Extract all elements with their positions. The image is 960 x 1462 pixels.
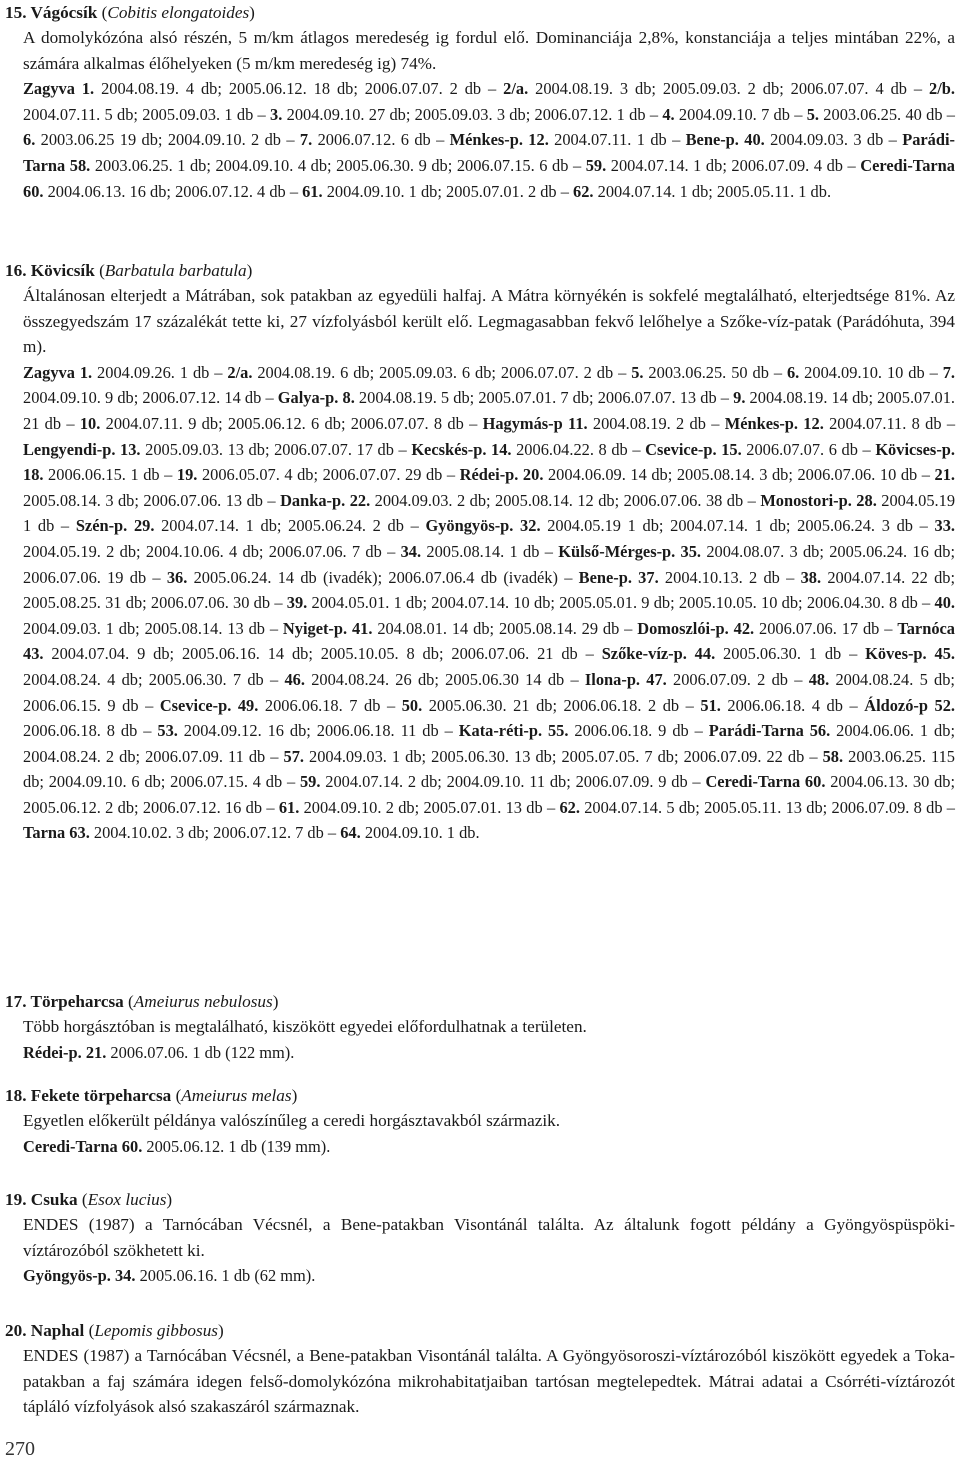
record-text: 2004.06.09. 14 db; 2005.08.14. 3 db; 2006.07.06. 10 db –: [543, 465, 935, 485]
record-text: 2004.09.10. 27 db; 2005.09.03. 3 db; 2006.07.12. 1 db –: [282, 104, 663, 124]
record-text: 2004.05.01. 1 db; 2004.07.14. 10 db; 2005.05.01. 9 db; 2005.10.05. 10 db; 2006.04.30. 8 db –: [307, 593, 935, 613]
site-label: 21.: [934, 465, 956, 485]
paren-close: ): [272, 992, 279, 1011]
species-records: [23, 1040, 955, 1066]
site-label: Nyiget-p. 41.: [282, 618, 373, 638]
site-label: Zagyva 1.: [23, 362, 93, 382]
record-text: 2005.08.14. 3 db; 2006.07.06. 13 db –: [23, 490, 281, 510]
record-text: 2004.05.19 1 db –: [23, 490, 956, 536]
site-label: Parádi-Tarna 56.: [708, 721, 831, 741]
record-text: 2004.09.03. 2 db; 2005.08.14. 12 db; 2006.07.06. 38 db –: [370, 490, 761, 510]
record-text: 2004.09.03. 3 db –: [764, 130, 903, 150]
site-label: Zagyva 1.: [23, 79, 95, 99]
site-label: 2/a.: [503, 79, 529, 99]
record-text: 2004.08.19. 2 db –: [587, 413, 725, 433]
record-text: 2006.07.06. 17 db –: [754, 618, 898, 638]
site-label: 40.: [934, 593, 955, 613]
description-text: Egyetlen előkerült példánya valószínűleg a ceredi horgásztavakból származik.: [23, 1111, 561, 1130]
site-label: 7.: [942, 362, 955, 382]
paren-open: (: [77, 1190, 88, 1209]
site-label: Áldozó-p 52.: [864, 695, 956, 715]
site-label: Domoszlói-p. 42.: [637, 618, 755, 638]
record-text: 2005.06.24. 14 db (ivadék); 2006.07.06.4 db (ivadék) –: [187, 567, 579, 587]
paren-open: (: [171, 1086, 182, 1105]
site-label: Köves-p. 45.: [865, 644, 955, 664]
site-label: Kata-réti-p. 55.: [458, 721, 569, 741]
site-label: 58.: [822, 746, 844, 766]
record-text: 2004.07.11. 5 db; 2005.09.03. 1 db –: [23, 104, 271, 124]
record-text: 2006.07.09. 2 db –: [666, 669, 809, 689]
record-text: 2004.09.10. 9 db; 2006.07.12. 14 db –: [23, 388, 278, 408]
site-label: Kecskés-p. 14.: [411, 439, 512, 459]
latin-name: Ameiurus nebulosus: [133, 992, 273, 1011]
description-text: A domolykózóna alsó részén, 5 m/km átlagos meredeség ig fordul elő. Dominanciája 2,8%, konstanciája a teljes mintában 22%, a számára alkalmas élőhelyeken (5 m/km meredeség ig) 74%.: [23, 28, 955, 73]
species-number: 17.: [5, 992, 27, 1011]
species-heading: [5, 0, 955, 25]
site-label: Lengyendi-p. 13.: [23, 439, 141, 459]
species-number: 15.: [5, 3, 27, 22]
site-label: Tarna 63.: [23, 823, 90, 843]
site-label: 3.: [270, 104, 283, 124]
record-text: 2004.05.19 1 db; 2004.07.14. 1 db; 2005.06.24. 3 db –: [540, 516, 935, 536]
record-text: 2004.08.24. 4 db; 2005.06.30. 7 db –: [23, 669, 285, 689]
species-records: [23, 1263, 955, 1289]
site-label: Rédei-p. 21.: [23, 1042, 107, 1062]
record-text: 2004.09.03. 1 db; 2005.06.30. 13 db; 2005.07.05. 7 db; 2006.07.09. 22 db –: [304, 746, 823, 766]
species-17: [5, 989, 955, 1065]
paren-open: (: [94, 261, 105, 280]
site-label: 2/a.: [227, 362, 253, 382]
site-label: Csevice-p. 15.: [645, 439, 742, 459]
species-name: Vágócsík: [30, 3, 98, 22]
site-label: Ceredi-Tarna 60.: [23, 1136, 143, 1156]
species-heading: [5, 1083, 955, 1108]
species-number: 16.: [5, 261, 27, 280]
site-label: 59.: [299, 772, 321, 792]
record-text: 2003.06.25 19 db; 2004.09.10. 2 db –: [35, 130, 300, 150]
site-label: Szén-p. 29.: [75, 516, 155, 536]
latin-name: Cobitis elongatoides: [107, 3, 250, 22]
site-label: Csevice-p. 49.: [159, 695, 259, 715]
record-text: 2004.09.03. 1 db; 2005.08.14. 13 db –: [23, 618, 283, 638]
site-label: 62.: [573, 181, 594, 201]
site-label: Danka-p. 22.: [280, 490, 371, 510]
record-text: 2004.07.11. 1 db –: [548, 130, 686, 150]
site-label: Külső-Mérges-p. 35.: [558, 541, 702, 561]
record-text: 2004.09.10. 1 db; 2005.07.01. 2 db –: [322, 181, 574, 201]
site-label: 50.: [401, 695, 423, 715]
record-text: 2004.07.14. 2 db; 2004.09.10. 11 db; 2006.07.09. 9 db –: [320, 772, 706, 792]
species-number: 20.: [5, 1321, 27, 1340]
site-label: 6.: [23, 130, 36, 150]
site-label: Hagymás-p 11.: [482, 413, 588, 433]
species-number: 19.: [5, 1190, 27, 1209]
record-text: 2003.06.25. 40 db –: [819, 104, 955, 124]
site-label: Bene-p. 40.: [685, 130, 765, 150]
species-description: [23, 1343, 955, 1420]
record-text: 2004.09.10. 10 db –: [799, 362, 943, 382]
description-text: ENDES (1987) a Tarnócában Vécsnél, a Bene-patakban Visontánál találta. Az általunk fogott példány a Gyöngyöspüspöki-víztározóból szökhetett ki.: [23, 1215, 955, 1260]
site-label: 19.: [176, 465, 198, 485]
site-label: 59.: [585, 155, 607, 175]
record-text: 2006.06.18. 7 db –: [258, 695, 402, 715]
record-text: 2003.06.25. 1 db; 2004.09.10. 4 db; 2005.06.30. 9 db; 2006.07.15. 6 db –: [90, 155, 586, 175]
record-text: 2004.09.10. 2 db; 2005.07.01. 13 db –: [299, 797, 560, 817]
species-records: [23, 360, 955, 846]
record-text: 2004.07.14. 5 db; 2005.05.11. 13 db; 2006.07.09. 8 db –: [579, 797, 955, 817]
record-text: 2003.06.25. 115 db; 2004.09.10. 6 db; 2006.07.15. 4 db –: [23, 746, 955, 792]
record-text: 2004.07.14. 1 db; 2005.06.24. 2 db –: [154, 516, 426, 536]
record-text: 2004.08.24. 26 db; 2005.06.30 14 db –: [304, 669, 585, 689]
record-text: 2004.08.07. 3 db; 2005.06.24. 16 db; 2006.07.06. 19 db –: [23, 541, 956, 587]
record-text: 2004.09.10. 7 db –: [674, 104, 807, 124]
site-label: Parádi-Tarna 58.: [23, 130, 955, 175]
site-label: 36.: [166, 567, 188, 587]
site-label: 38.: [800, 567, 822, 587]
species-heading: [5, 1318, 955, 1343]
record-text: 2004.09.26. 1 db –: [92, 362, 228, 382]
site-label: Galya-p. 8.: [277, 388, 355, 408]
species-heading: [5, 989, 955, 1014]
species-description: [23, 1108, 955, 1134]
record-text: 2004.08.19. 6 db; 2005.09.03. 6 db; 2006.07.07. 2 db –: [252, 362, 632, 382]
latin-name: Barbatula barbatula: [104, 261, 247, 280]
site-label: 10.: [79, 413, 101, 433]
site-label: 5.: [631, 362, 644, 382]
record-text: 2004.08.24. 5 db; 2006.06.15. 9 db –: [23, 669, 955, 715]
latin-name: Ameiurus melas: [181, 1086, 292, 1105]
record-text: 2004.08.19. 3 db; 2005.09.03. 2 db; 2006.07.07. 4 db –: [528, 79, 930, 99]
record-text: 2006.07.12. 6 db –: [312, 130, 450, 150]
site-label: Szőke-víz-p. 44.: [601, 644, 716, 664]
site-label: Rédei-p. 20.: [459, 465, 544, 485]
site-label: 39.: [286, 593, 308, 613]
species-name: Naphal: [30, 1321, 85, 1340]
record-text: 2006.06.18. 4 db –: [720, 695, 865, 715]
paren-open: (: [84, 1321, 95, 1340]
record-text: 2004.07.11. 8 db –: [823, 413, 956, 433]
species-19: [5, 1187, 955, 1289]
species-number: 18.: [5, 1086, 27, 1105]
site-label: Tarnóca 43.: [23, 618, 955, 664]
record-text: 2004.10.02. 3 db; 2006.07.12. 7 db –: [89, 823, 341, 843]
site-label: 6.: [786, 362, 800, 382]
site-label: Kövicses-p. 18.: [23, 439, 955, 485]
description-text: Általánosan elterjedt a Mátrában, sok patakban az egyedüli halfaj. A Mátra környékén is sokfelé megtalálható, elterjedtsége 81%. Az összegyedszám 17 százalékát tette ki, 27 vízfolyásból került elő. Legmagasabban fekvő lelőhelye a Szőke-víz-patak (Parádóhuta, 394 m).: [23, 286, 955, 357]
species-description: [23, 283, 955, 360]
record-text: 2004.08.19. 5 db; 2005.07.01. 7 db; 2006.07.07. 13 db –: [354, 388, 734, 408]
site-label: 33.: [934, 516, 956, 536]
site-label: 34.: [400, 541, 422, 561]
record-text: 2004.07.11. 9 db; 2005.06.12. 6 db; 2006.07.07. 8 db –: [100, 413, 483, 433]
site-label: 53.: [157, 721, 178, 741]
species-heading: [5, 258, 955, 283]
record-text: 2004.07.14. 22 db; 2005.08.25. 31 db; 2006.07.06. 30 db –: [23, 567, 956, 613]
record-text: 2004.07.14. 1 db; 2005.05.11. 1 db.: [593, 181, 832, 201]
species-18: [5, 1083, 955, 1159]
paren-close: ): [291, 1086, 298, 1105]
species-20: [5, 1318, 955, 1420]
site-label: 48.: [808, 669, 830, 689]
record-text: 2006.05.07. 4 db; 2006.07.07. 29 db –: [197, 465, 460, 485]
record-text: 2004.08.19. 14 db; 2005.07.01. 21 db –: [23, 388, 956, 433]
species-description: [23, 1212, 955, 1263]
site-label: Ilona-p. 47.: [584, 669, 667, 689]
site-label: 7.: [299, 130, 313, 150]
record-text: 2005.06.30. 21 db; 2006.06.18. 2 db –: [422, 695, 701, 715]
site-label: Gyöngyös-p. 32.: [425, 516, 541, 536]
record-text: 2004.05.19. 2 db; 2004.10.06. 4 db; 2006.07.06. 7 db –: [23, 541, 401, 561]
species-15: [5, 0, 955, 204]
description-text: ENDES (1987) a Tarnócában Vécsnél, a Bene-patakban Visontánál találta. A Gyöngyösoroszi-víztározóból kiszökött egyedek a Toka-patakban a faj számára idegen felső-domolykózóna mikrohabitatjaiban tartósan megtelepedtek. Mátrai adatai a Csórréti-víztározót tápláló vízfolyások alsó szakaszáról származnak.: [23, 1346, 955, 1417]
record-text: 2004.06.13. 30 db; 2005.06.12. 2 db; 2006.07.12. 16 db –: [23, 772, 956, 817]
record-text: 2004.08.19. 4 db; 2005.06.12. 18 db; 2006.07.07. 2 db –: [94, 79, 504, 99]
paren-close: ): [217, 1321, 224, 1340]
species-description: [23, 25, 955, 76]
species-description: [23, 1014, 955, 1040]
site-label: 57.: [283, 746, 304, 766]
species-records: [23, 1134, 955, 1160]
paren-close: ): [166, 1190, 173, 1209]
species-records: [23, 76, 955, 204]
record-text: 2004.06.06. 1 db; 2004.08.24. 2 db; 2006.07.09. 11 db –: [23, 721, 955, 766]
species-16: [5, 258, 955, 846]
site-label: Ménkes-p. 12.: [449, 130, 549, 150]
record-text: 2006.06.15. 1 db –: [43, 465, 177, 485]
species-name: Csuka: [30, 1190, 78, 1209]
record-text: 2004.07.04. 9 db; 2005.06.16. 14 db; 2005.10.05. 8 db; 2006.07.06. 21 db –: [43, 644, 602, 664]
page-number: 270: [5, 1438, 35, 1460]
paren-open: (: [123, 992, 134, 1011]
site-label: 5.: [806, 104, 820, 124]
record-text: 2006.04.22. 8 db –: [511, 439, 646, 459]
latin-name: Esox lucius: [87, 1190, 167, 1209]
paren-close: ): [246, 261, 253, 280]
paren-open: (: [97, 3, 108, 22]
site-label: 61.: [278, 797, 300, 817]
record-text: 204.08.01. 14 db; 2005.08.14. 29 db –: [372, 618, 638, 638]
site-label: 4.: [662, 104, 675, 124]
latin-name: Lepomis gibbosus: [94, 1321, 218, 1340]
record-text: 2003.06.25. 50 db –: [643, 362, 787, 382]
record-text: 2004.10.13. 2 db –: [658, 567, 801, 587]
record-text: 2006.07.07. 6 db –: [741, 439, 876, 459]
species-name: Kövicsík: [30, 261, 95, 280]
record-text: 2005.08.14. 1 db –: [421, 541, 559, 561]
record-text: 2005.06.12. 1 db (139 mm).: [142, 1136, 331, 1156]
record-text: 2004.06.13. 16 db; 2006.07.12. 4 db –: [43, 181, 303, 201]
site-label: Ceredi-Tarna 60.: [23, 155, 955, 201]
site-label: Ménkes-p. 12.: [724, 413, 824, 433]
record-text: 2006.06.18. 8 db –: [23, 721, 158, 741]
species-heading: [5, 1187, 955, 1212]
record-text: 2005.09.03. 13 db; 2006.07.07. 17 db –: [140, 439, 412, 459]
site-label: 9.: [733, 388, 746, 408]
site-label: 46.: [284, 669, 305, 689]
record-text: 2006.06.18. 9 db –: [568, 721, 709, 741]
site-label: Monostori-p. 28.: [760, 490, 877, 510]
paren-close: ): [249, 3, 255, 22]
site-label: Bene-p. 37.: [578, 567, 659, 587]
record-text: 2005.06.16. 1 db (62 mm).: [135, 1266, 316, 1286]
species-name: Törpeharcsa: [30, 992, 124, 1011]
site-label: Gyöngyös-p. 34.: [23, 1266, 136, 1286]
species-name: Fekete törpeharcsa: [30, 1086, 172, 1105]
record-text: 2006.07.06. 1 db (122 mm).: [106, 1042, 295, 1062]
record-text: 2004.09.10. 1 db.: [360, 823, 480, 843]
site-label: 2/b.: [929, 79, 955, 99]
record-text: 2004.09.12. 16 db; 2006.06.18. 11 db –: [177, 721, 459, 741]
record-text: 2005.06.30. 1 db –: [715, 644, 866, 664]
site-label: 61.: [302, 181, 323, 201]
site-label: Ceredi-Tarna 60.: [705, 772, 826, 792]
site-label: 51.: [700, 695, 721, 715]
description-text: Több horgásztóban is megtalálható, kiszökött egyedei előfordulhatnak a területen.: [23, 1017, 587, 1036]
site-label: 62.: [559, 797, 580, 817]
site-label: 64.: [340, 823, 361, 843]
record-text: 2004.07.14. 1 db; 2006.07.09. 4 db –: [606, 155, 861, 175]
